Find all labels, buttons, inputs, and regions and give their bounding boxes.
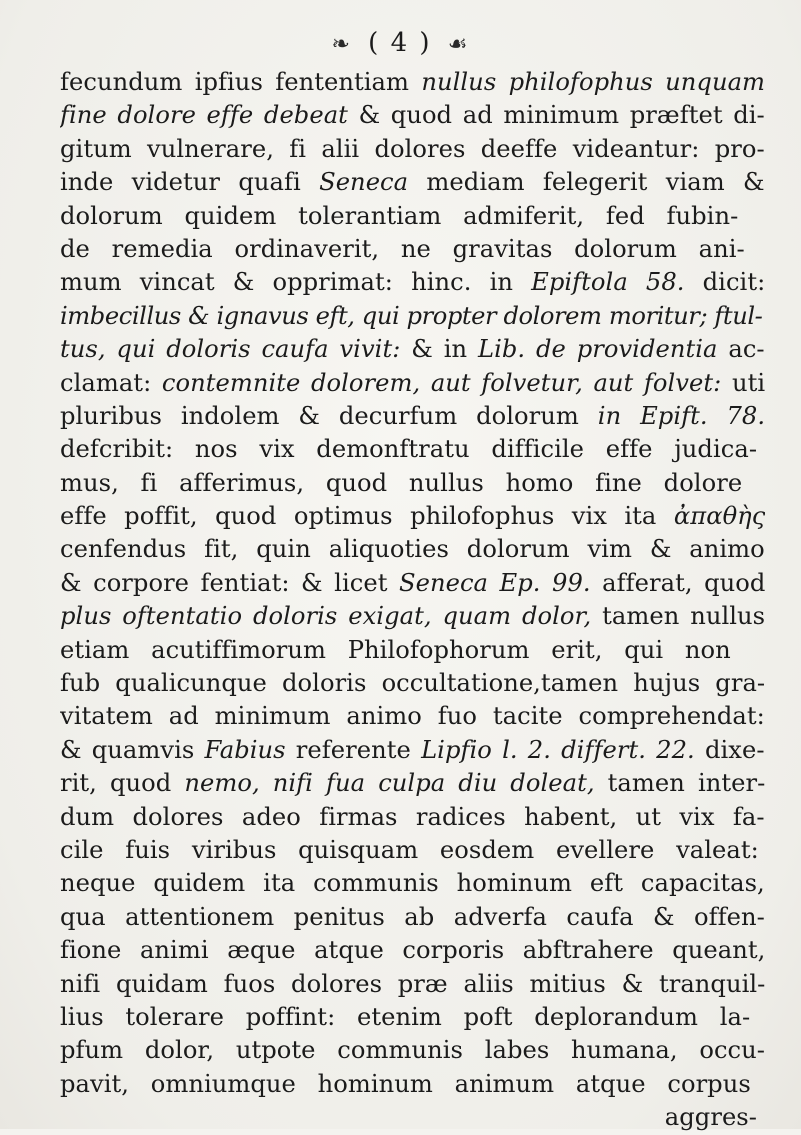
roman-text: qua attentionem penitus ab adverfa caufa & offen-	[60, 902, 765, 931]
roman-text: etiam acutiffimorum Philofophorum erit, qui non	[60, 635, 731, 664]
body-text	[60, 66, 765, 1135]
text-line	[60, 934, 765, 967]
roman-text: mum vincat & opprimat: hinc. in	[60, 268, 532, 297]
roman-text: & quod ad minimum præftet di-	[347, 101, 765, 130]
roman-text: dolorum quidem tolerantiam admiferit, fed fubin-	[60, 201, 739, 230]
text-line	[60, 166, 765, 199]
text-line	[60, 667, 765, 700]
italic-text: Epiftola 58.	[531, 268, 685, 297]
italic-text: in Epift. 78.	[597, 401, 765, 430]
italic-text: contemnite dolorem, aut folvetur, aut folvet:	[161, 368, 722, 397]
text-line	[60, 367, 765, 400]
text-line	[60, 467, 765, 500]
roman-text: ac-	[717, 335, 765, 364]
roman-text: fione animi æque atque corporis abftrahere queant,	[60, 936, 765, 965]
italic-text: ἀπαθὴς	[673, 502, 765, 531]
italic-text: nemo, nifi fua culpa diu doleat,	[184, 769, 595, 798]
roman-text: dum dolores adeo firmas radices habent, ut vix fa-	[60, 802, 765, 831]
text-line	[60, 200, 765, 233]
catchword: aggres-	[664, 1103, 757, 1132]
roman-text: effe poffit, quod optimus philofophus vix ita	[60, 502, 674, 531]
roman-text: afferat, quod	[590, 568, 765, 597]
italic-text: tus, qui doloris caufa vivit:	[60, 335, 401, 364]
text-line	[60, 400, 765, 433]
text-line	[60, 901, 765, 934]
italic-text: imbecillus & ignavus eft, qui propter dolorem moritur; ftul-	[60, 301, 763, 330]
roman-text: lius tolerare poffint: etenim poft deplorandum la-	[60, 1002, 751, 1031]
roman-text: mus, fi afferimus, quod nullus homo fine dolore	[60, 468, 743, 497]
roman-text: dixe-	[694, 735, 765, 764]
roman-text: vitatem ad minimum animo fuo tacite comprehendat:	[60, 702, 765, 731]
italic-text: fine dolore effe debeat	[60, 101, 348, 130]
roman-text: fecundum ipfius fententiam	[60, 68, 422, 96]
roman-text: pluribus indolem & decurfum dolorum	[60, 401, 598, 430]
roman-text: rit, quod	[60, 769, 185, 798]
text-line	[60, 700, 765, 733]
text-line	[60, 634, 765, 667]
italic-text: Lib. de providentia	[477, 335, 718, 364]
text-line	[60, 233, 765, 266]
roman-text: referente	[285, 735, 422, 764]
text-line	[60, 333, 765, 366]
text-line	[60, 867, 765, 900]
roman-text: tamen nullus	[591, 602, 765, 631]
roman-text: nifi quidam fuos dolores præ aliis mitius & tranquil-	[60, 969, 765, 998]
text-line	[60, 300, 765, 333]
roman-text: tamen inter-	[594, 769, 765, 798]
page-number: ( 4 )	[368, 28, 432, 58]
text-line	[60, 801, 765, 834]
text-line	[60, 734, 765, 767]
roman-text: mediam felegerit viam &	[408, 168, 765, 197]
roman-text: & in	[400, 335, 478, 364]
roman-text: dicit:	[684, 268, 765, 297]
roman-text: inde videtur quafi	[60, 168, 320, 197]
text-line	[60, 767, 765, 800]
roman-text: clamat:	[60, 368, 162, 397]
roman-text: cenfendus fit, quin aliquoties dolorum vim & animo	[60, 535, 765, 564]
italic-text: Seneca Ep. 99.	[398, 568, 591, 597]
roman-text: pavit, omniumque hominum animum atque corpus	[60, 1069, 751, 1098]
text-line	[60, 834, 765, 867]
ornament-left-icon: ❧	[331, 32, 352, 57]
italic-text: plus oftentatio doloris exigat, quam dolor,	[60, 602, 592, 631]
roman-text: & quamvis	[60, 735, 205, 764]
roman-text: cile fuis viribus quisquam eosdem evellere valeat:	[60, 835, 759, 864]
text-line	[60, 567, 765, 600]
text-line	[60, 968, 765, 1001]
text-line	[60, 1034, 765, 1067]
text-line	[60, 1068, 765, 1101]
text-line	[60, 433, 765, 466]
text-line	[60, 266, 765, 299]
text-line	[60, 600, 765, 633]
text-line	[60, 533, 765, 566]
ornament-right-icon: ☙	[447, 32, 470, 57]
text-line	[60, 133, 765, 166]
text-line	[60, 1001, 765, 1034]
text-line	[60, 66, 765, 99]
roman-text: de remedia ordinaverit, ne gravitas dolorum ani-	[60, 234, 745, 263]
text-line	[60, 99, 765, 132]
page-header	[0, 28, 801, 58]
roman-text: gitum vulnerare, fi alii dolores deeffe videantur: pro-	[60, 134, 765, 163]
roman-text: pfum dolor, utpote communis labes humana, occu-	[60, 1036, 765, 1065]
italic-text: Fabius	[204, 735, 286, 764]
roman-text: defcribit: nos vix demonftratu difficile effe judica-	[60, 435, 758, 464]
roman-text: & corpore fentiat: & licet	[60, 568, 399, 597]
text-line	[60, 500, 765, 533]
italic-text: nullus philofophus unquam	[421, 68, 765, 96]
roman-text: fub qualicunque doloris occultatione,tamen hujus gra-	[60, 669, 765, 698]
roman-text: uti	[721, 368, 765, 397]
roman-text: neque quidem ita communis hominum eft capacitas,	[60, 869, 765, 898]
italic-text: Lipfio l. 2. differt. 22.	[421, 735, 695, 764]
italic-text: Seneca	[319, 168, 409, 197]
